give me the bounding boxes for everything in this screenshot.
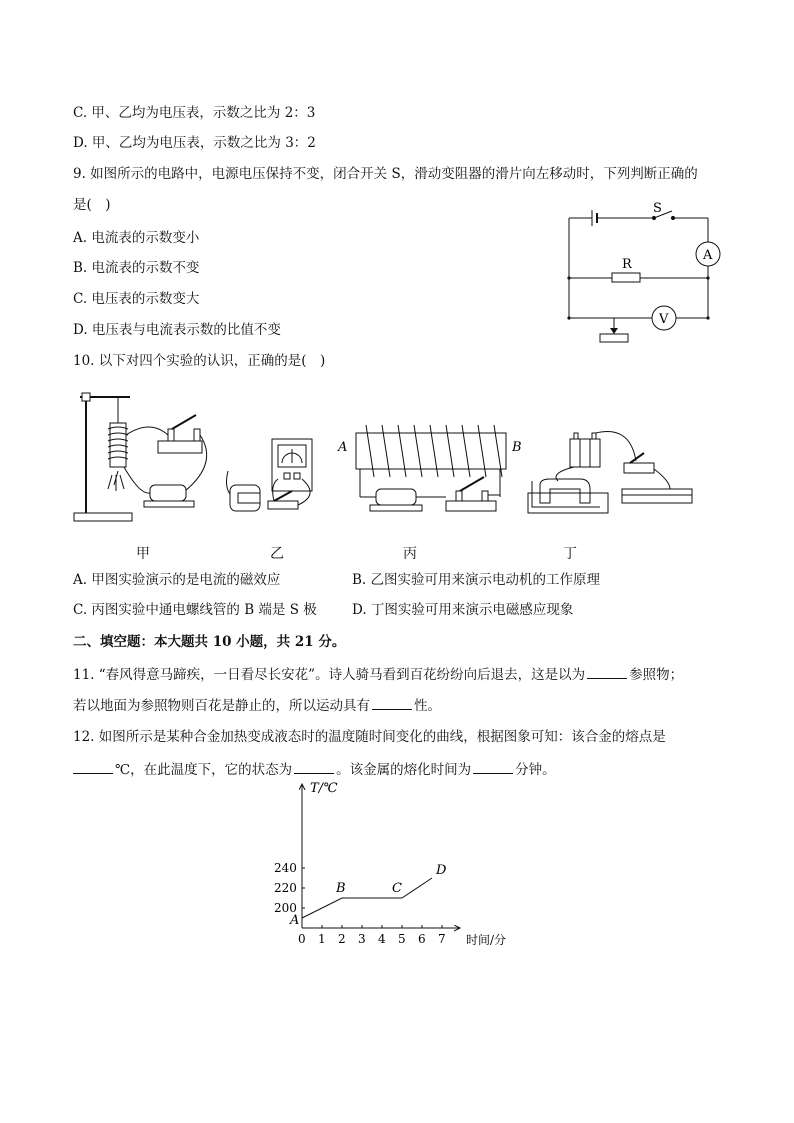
q10-option-a: A. 甲图实验演示的是电流的磁效应 (73, 572, 281, 588)
figure-label-jia: 甲 (136, 546, 150, 562)
q12-line2-text-a: ℃，在此温度下，它的状态为 (115, 762, 293, 778)
q9-circuit-diagram (560, 198, 730, 346)
q12-line2-text-c: 分钟。 (515, 762, 556, 778)
voltmeter-label: V (659, 312, 669, 327)
x-tick-label: 5 (398, 932, 406, 946)
q8-option-c: C. 甲、乙均为电压表，示数之比为 2：3 (73, 105, 316, 121)
q9-option-d: D. 电压表与电流表示数的比值不变 (73, 322, 281, 338)
y-axis-label: T/℃ (310, 781, 338, 796)
q12-blank-1 (73, 759, 113, 774)
x-tick-label: 6 (418, 932, 426, 946)
q10-option-c: C. 丙图实验中通电螺线管的 B 端是 S 极 (73, 602, 317, 618)
x-tick-label: 2 (338, 932, 346, 946)
q12-line2-text-b: 。该金属的熔化时间为 (336, 762, 472, 778)
q10-option-d: D. 丁图实验可用来演示电磁感应现象 (352, 602, 574, 618)
figure-ding (528, 432, 692, 513)
coil-end-b-label: B (512, 440, 522, 455)
figure-bing (356, 425, 506, 511)
q12-blank-3 (473, 759, 513, 774)
q11-line1-text-b: 参照物； (629, 667, 684, 683)
q9-option-a: A. 电流表的示数变小 (73, 230, 200, 246)
q12-line1: 12. 如图所示是某种合金加热变成液态时的温度随时间变化的曲线，根据图象可知：该合金的熔点是 (73, 729, 666, 745)
q9-stem-line1: 9. 如图所示的电路中，电源电压保持不变，闭合开关 S，滑动变阻器的滑片向左移动时，下列判断正确的 (73, 166, 698, 182)
resistor-label: R (622, 257, 632, 272)
q9-stem-line2: 是( ) (73, 197, 111, 213)
temperature-curve (302, 878, 432, 918)
q12-blank-2 (294, 759, 334, 774)
figure-label-ding: 丁 (563, 546, 577, 562)
point-label-a: A (290, 913, 300, 928)
figure-jia (74, 393, 207, 521)
section-heading-fill-blank: 二、填空题：本大题共 10 小题，共 21 分。 (73, 634, 346, 650)
figure-label-bing: 丙 (403, 546, 417, 562)
q12-temperature-time-chart (260, 778, 530, 950)
x-tick-label: 7 (438, 932, 446, 946)
point-label-b: B (336, 881, 346, 896)
q10-option-b: B. 乙图实验可用来演示电动机的工作原理 (352, 572, 601, 588)
q10-stem: 10. 以下对四个实验的认识，正确的是( ) (73, 353, 326, 369)
q9-option-b: B. 电流表的示数不变 (73, 260, 200, 276)
q11-blank-2 (372, 695, 412, 710)
x-axis-label: 时间/分 (466, 933, 507, 947)
ammeter-label: A (703, 248, 713, 263)
x-tick-label: 3 (358, 932, 366, 946)
figure-yi (227, 439, 313, 511)
point-label-c: C (392, 881, 402, 896)
coil-end-a-label: A (338, 440, 348, 455)
x-tick-label: 1 (318, 932, 326, 946)
rheostat-slider-arrow (610, 328, 618, 334)
rheostat (600, 334, 628, 342)
q10-experiment-figures (70, 385, 720, 535)
figure-label-yi: 乙 (270, 546, 284, 562)
q11-line2 (73, 695, 441, 716)
resistor-r (612, 273, 640, 282)
q11-blank-1 (587, 664, 627, 679)
x-tick-label: 0 (298, 932, 306, 946)
q8-option-d: D. 甲、乙均为电压表，示数之比为 3：2 (73, 135, 316, 151)
y-tick-label: 200 (274, 901, 297, 915)
y-tick-label: 240 (274, 861, 297, 875)
x-tick-label: 4 (378, 932, 386, 946)
point-label-d: D (436, 863, 447, 878)
y-tick-label: 220 (274, 881, 297, 895)
q11-line1 (73, 664, 683, 685)
q12-line2 (73, 759, 556, 780)
switch-label: S (653, 201, 662, 216)
q11-line2-text-a: 若以地面为参照物则百花是静止的，所以运动具有 (73, 698, 370, 714)
q9-option-c: C. 电压表的示数变大 (73, 291, 200, 307)
q11-line1-text-a: 11. “春风得意马蹄疾，一日看尽长安花”。诗人骑马看到百花纷纷向后退去，这是以为 (73, 667, 586, 683)
q11-line2-text-b: 性。 (414, 698, 441, 714)
